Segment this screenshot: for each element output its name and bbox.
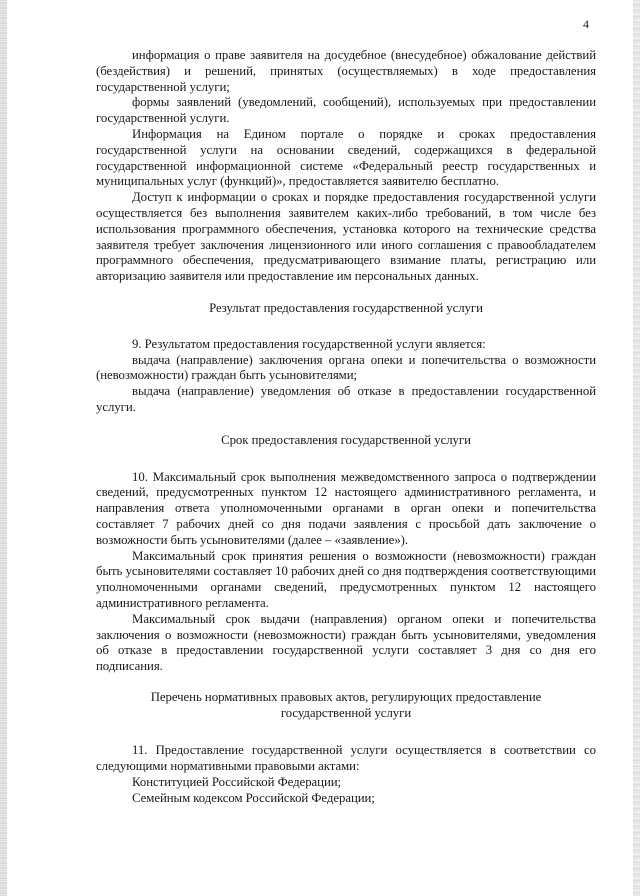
heading-legal-acts: Перечень нормативных правовых актов, регулирующих предоставление государственной услуги	[150, 689, 542, 720]
heading-service-result: Результат предоставления государственной услуги	[209, 300, 483, 315]
paragraph-term-decision: Максимальный срок принятия решения о возможности (невозможности) граждан быть усыновителями составляет 10 рабочих дней со дня подтверждения соответствующими уполномоченными органами сведений, предусмотренных пунктом 12 настоящего административного регламента.	[96, 548, 596, 610]
paragraph-act-constitution: Конституцией Российской Федерации;	[132, 775, 342, 790]
scan-edge-left	[0, 0, 7, 896]
heading-service-term: Срок предоставления государственной услуги	[221, 432, 471, 447]
paragraph-term-issuance: Максимальный срок выдачи (направления) органом опеки и попечительства заключения о возможности (невозможности) граждан быть усыновителями, уведомления об отказе в предоставлении государственной услуги составляет 3 дня со дня его подписания.	[96, 611, 596, 674]
document-body	[96, 48, 596, 807]
paragraph-portal-info: Информация на Едином портале о порядке и сроках предоставления государственной услуги на основании сведений, содержащихся в федеральной государственной информационной системе «Федеральный реестр государственных и муниципальных услуг (функций)», предоставляется заявителю бесплатно.	[96, 126, 596, 189]
paragraph-acts-11: 11. Предоставление государственной услуги осуществляется в соответствии со следующими нормативными правовыми актами:	[96, 743, 596, 774]
page-number: 4	[583, 17, 589, 31]
paragraph-appeal-rights: информация о праве заявителя на досудебное (внесудебное) обжалование действий (бездействия) и решений, принятых (осуществляемых) в ходе предоставления государственной услуги;	[96, 48, 596, 94]
paragraph-result-9: 9. Результатом предоставления государственной услуги является:	[132, 336, 486, 351]
paragraph-term-10: 10. Максимальный срок выполнения межведомственного запроса о подтверждении сведений, предусмотренных пунктом 12 настоящего административного регламента, и направления ответа уполномоченными органами в орган опеки и попечительства составляет 7 рабочих дней со дня подачи заявления с просьбой дать заключение о возможности быть усыновителями (далее – «заявление»).	[96, 469, 596, 547]
scan-edge-right	[633, 0, 640, 896]
paragraph-access-info: Доступ к информации о сроках и порядке предоставления государственной услуги осуществляется без выполнения заявителем каких-либо требований, в том числе без использования программного обеспечения, установка которого на технические средства заявителя требует заключения лицензионного или иного соглашения с правообладателем программного обеспечения, предусматривающего взимание платы, регистрацию или авторизацию заявителя или предоставление им персональных данных.	[96, 190, 596, 284]
paragraph-result-refusal: выдача (направление) уведомления об отказе в предоставлении государственной услуги.	[96, 384, 596, 414]
paragraph-result-conclusion: выдача (направление) заключения органа опеки и попечительства о возможности (невозможности) граждан быть усыновителями;	[96, 352, 596, 383]
paragraph-act-family-code: Семейным кодексом Российской Федерации;	[132, 790, 375, 805]
paragraph-application-forms: формы заявлений (уведомлений, сообщений), используемых при предоставлении государственной услуги.	[96, 95, 596, 126]
